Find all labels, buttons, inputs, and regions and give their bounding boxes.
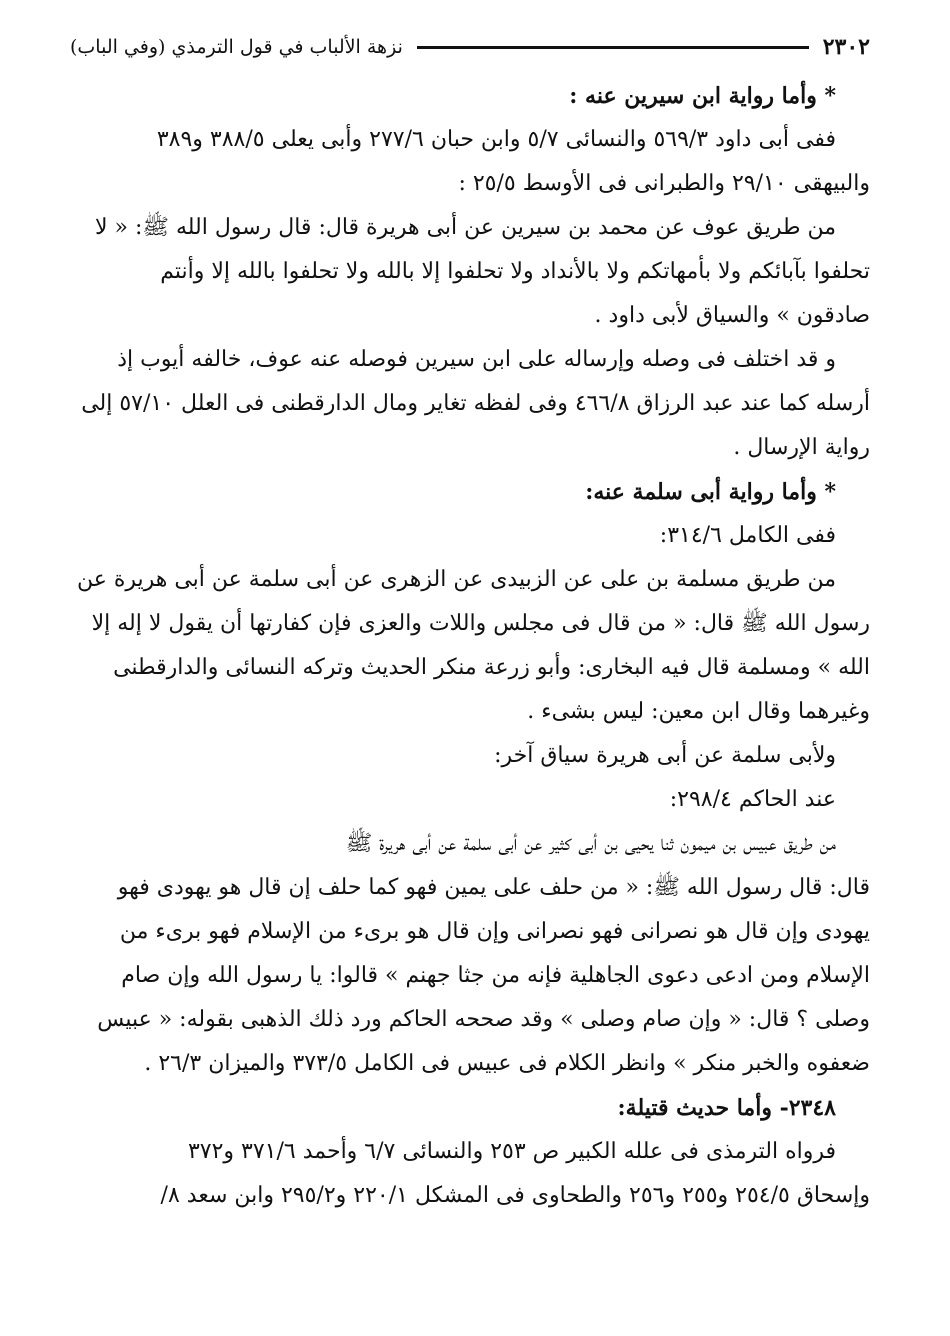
paragraph [70,338,870,470]
paragraph [70,778,870,822]
text-line: فرواه الترمذى فى علله الكبير ص ٢٥٣ والنسائى ٦/٧ وأحمد ٣٧١/٦ و٣٧٢ [187,1139,836,1164]
text-line: يهودى وإن قال هو نصرانى فهو نصرانى وإن قال هو برىء من الإسلام فهو برىء من [119,919,870,944]
text-line: صادقون » والسياق لأبى داود . [594,303,870,328]
section-heading [70,74,870,118]
text-line: ٢٣٤٨- وأما حديث قتيلة: [617,1095,836,1121]
paragraph [70,206,870,338]
text-line: من طريق عبيس بن ميمون ثنا يحيى بن أبى كثير عن أبى سلمة عن أبى هريرة ﷺ [345,831,836,856]
text-line: تحلفوا بآبائكم ولا بأمهاتكم ولا بالأنداد ولا تحلفوا إلا بالله ولا تحلفوا بالله إلا وأنتم [160,259,870,284]
text-line: من طريق عوف عن محمد بن سيرين عن أبى هريرة قال: قال رسول الله ﷺ: « لا [94,215,836,240]
text-line: الله » ومسلمة قال فيه البخارى: وأبو زرعة منكر الحديث وتركه النسائى والدارقطنى [113,655,870,680]
paragraph [70,118,870,206]
text-line: ففى أبى داود ٥٦٩/٣ والنسائى ٥/٧ وابن حبان ٢٧٧/٦ وأبى يعلى ٣٨٨/٥ و٣٨٩ [156,127,836,152]
text-line: * وأما رواية أبى سلمة عنه: [585,479,836,505]
text-line: أرسله كما عند عبد الرزاق ٤٦٦/٨ وفى لفظه تغاير ومال الدارقطنى فى العلل ٥٧/١٠ إلى [81,391,870,416]
text-line: رواية الإرسال . [733,435,870,460]
text-line: * وأما رواية ابن سيرين عنه : [569,83,836,109]
section-heading [70,1086,870,1130]
text-line: من طريق مسلمة بن على عن الزبيدى عن الزهرى عن أبى سلمة عن أبى هريرة عن [76,567,836,592]
text-line: الإسلام ومن ادعى دعوى الجاهلية فإنه من جثا جهنم » قالوا: يا رسول الله وإن صام [121,963,870,988]
text-line: وصلى ؟ قال: « وإن صام وصلى » وقد صححه الحاكم ورد ذلك الذهبى بقوله: « عبيس [97,1007,870,1032]
paragraph [70,734,870,778]
body-text [70,74,870,1218]
paragraph [70,1130,870,1218]
text-line: ولأبى سلمة عن أبى هريرة سياق آخر: [494,743,836,768]
paragraph [70,822,870,1086]
page-header [70,30,870,64]
text-line: والبيهقى ٢٩/١٠ والطبرانى فى الأوسط ٢٥/٥ : [458,171,870,196]
section-heading [70,470,870,514]
text-line: ففى الكامل ٣١٤/٦: [659,523,836,548]
text-line: قال: قال رسول الله ﷺ: « من حلف على يمين فهو كما حلف إن قال هو يهودى فهو [117,875,870,900]
header-rule [417,46,809,49]
paragraph [70,558,870,734]
paragraph [70,514,870,558]
page-number: ٢٣٠٢ [822,34,870,60]
text-line: وغيرهما وقال ابن معين: ليس بشىء . [527,699,870,724]
text-line: وإسحاق ٢٥٤/٥ و٢٥٥ و٢٥٦ والطحاوى فى المشكل ٢٢٠/١ و٢٩٥/٢ وابن سعد ٨/ [160,1183,870,1208]
text-line: ضعفوه والخبر منكر » وانظر الكلام فى عبيس فى الكامل ٣٧٣/٥ والميزان ٢٦/٣ . [144,1051,870,1076]
running-title: نزهة الألباب في قول الترمذي (وفي الباب) [70,36,403,58]
text-line: عند الحاكم ٢٩٨/٤: [669,787,836,812]
text-line: و قد اختلف فى وصله وإرساله على ابن سيرين فوصله عنه عوف، خالفه أيوب إذ [117,347,836,372]
text-line: رسول الله ﷺ قال: « من قال فى مجلس واللات والعزى فإن كفارتها أن يقول لا إله إلا [91,611,870,636]
